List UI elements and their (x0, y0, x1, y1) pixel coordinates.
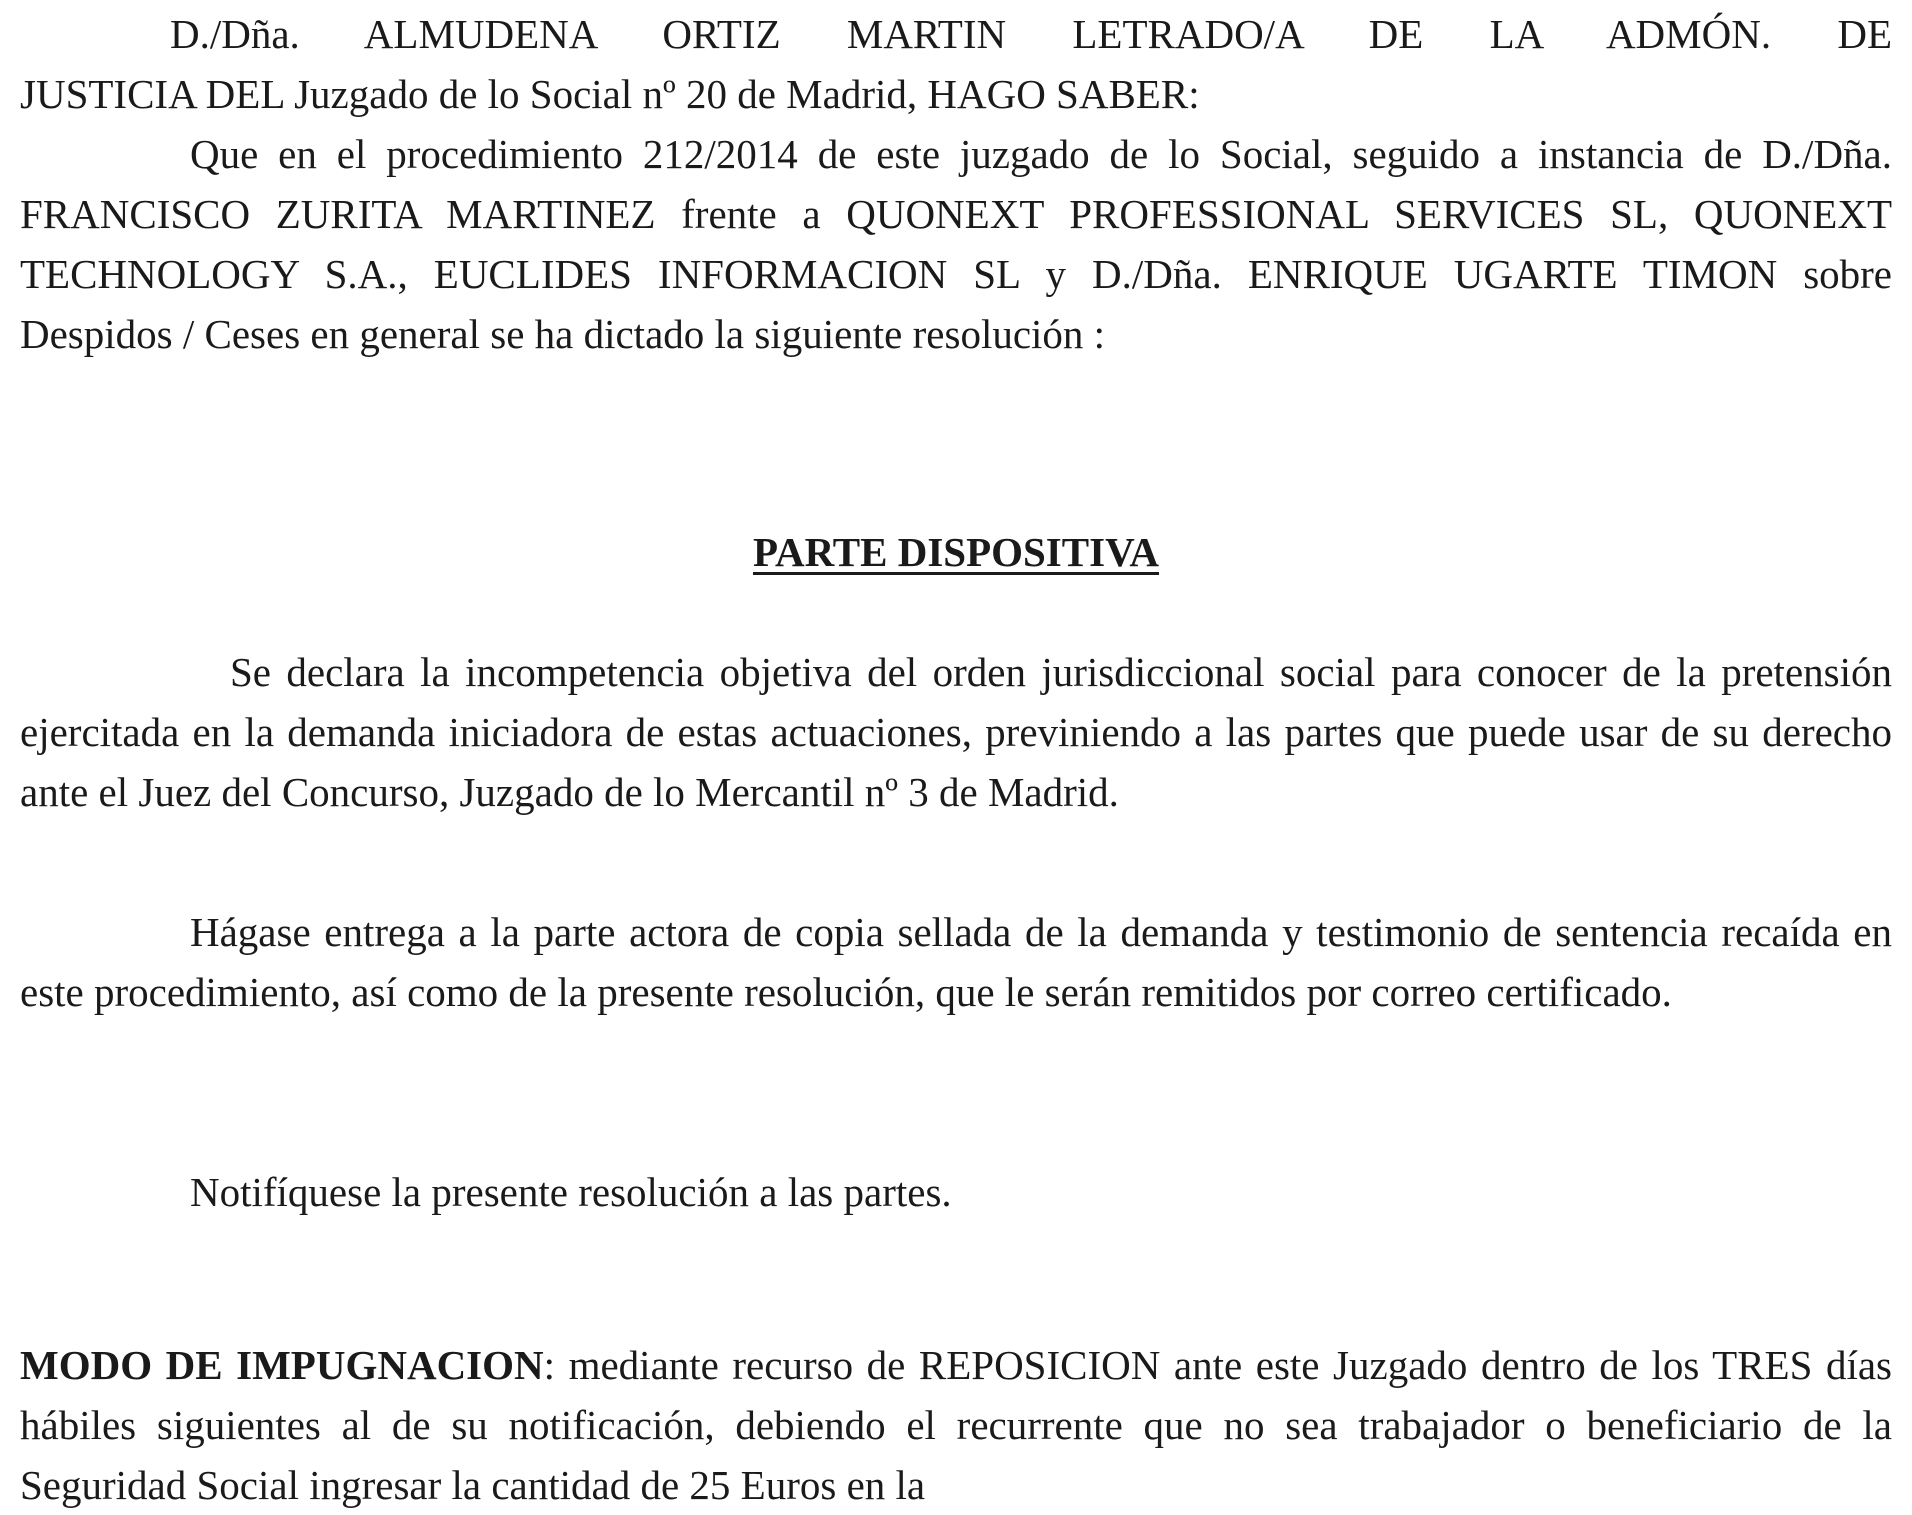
ruling-paragraph: Se declara la incompetencia objetiva del orden jurisdiccional social para conocer de la pretensión ejercitada en la demanda iniciadora de estas actuaciones, previniendo a las partes que puede usar de su derecho ante el Juez del Concurso, Juzgado de lo Mercantil nº 3 de Madrid. (20, 649, 1892, 815)
procedure-paragraph: Que en el procedimiento 212/2014 de este juzgado de lo Social, seguido a instancia de D./Dña. FRANCISCO ZURITA MARTINEZ frente a QUONEXT PROFESSIONAL SERVICES SL, QUONEXT TECHNOLOGY S.A., EUCLIDES INFORMACION SL y D./Dña. ENRIQUE UGARTE TIMON sobre Despidos / Ceses en general se ha dictado la siguiente resolución : (20, 131, 1892, 357)
impugnation-label: MODO DE IMPUGNACION (20, 1342, 544, 1388)
notify-paragraph: Notifíquese la presente resolución a las partes. (190, 1169, 952, 1215)
intro-line-2: JUSTICIA DEL Juzgado de lo Social nº 20 de Madrid, HAGO SABER: (20, 71, 1200, 117)
section-heading: PARTE DISPOSITIVA (752, 529, 1160, 575)
delivery-paragraph: Hágase entrega a la parte actora de copia sellada de la demanda y testimonio de sentencia recaída en este procedimiento, así como de la presente resolución, que le serán remitidos por correo certificado. (20, 909, 1892, 1015)
intro-line-1: D./Dña. ALMUDENA ORTIZ MARTIN LETRADO/A DE LA ADMÓN. DE (170, 11, 1892, 57)
intro-paragraph (20, 4, 1892, 124)
impugnation-text: : mediante recurso de REPOSICION ante este Juzgado dentro de los TRES días hábiles siguientes al de su notificación, debiendo el recurrente que no sea trabajador o beneficiario de la Seguridad Social ingresar la cantidad de 25 Euros en la (20, 1342, 1892, 1508)
impugnation-paragraph (20, 1335, 1892, 1515)
